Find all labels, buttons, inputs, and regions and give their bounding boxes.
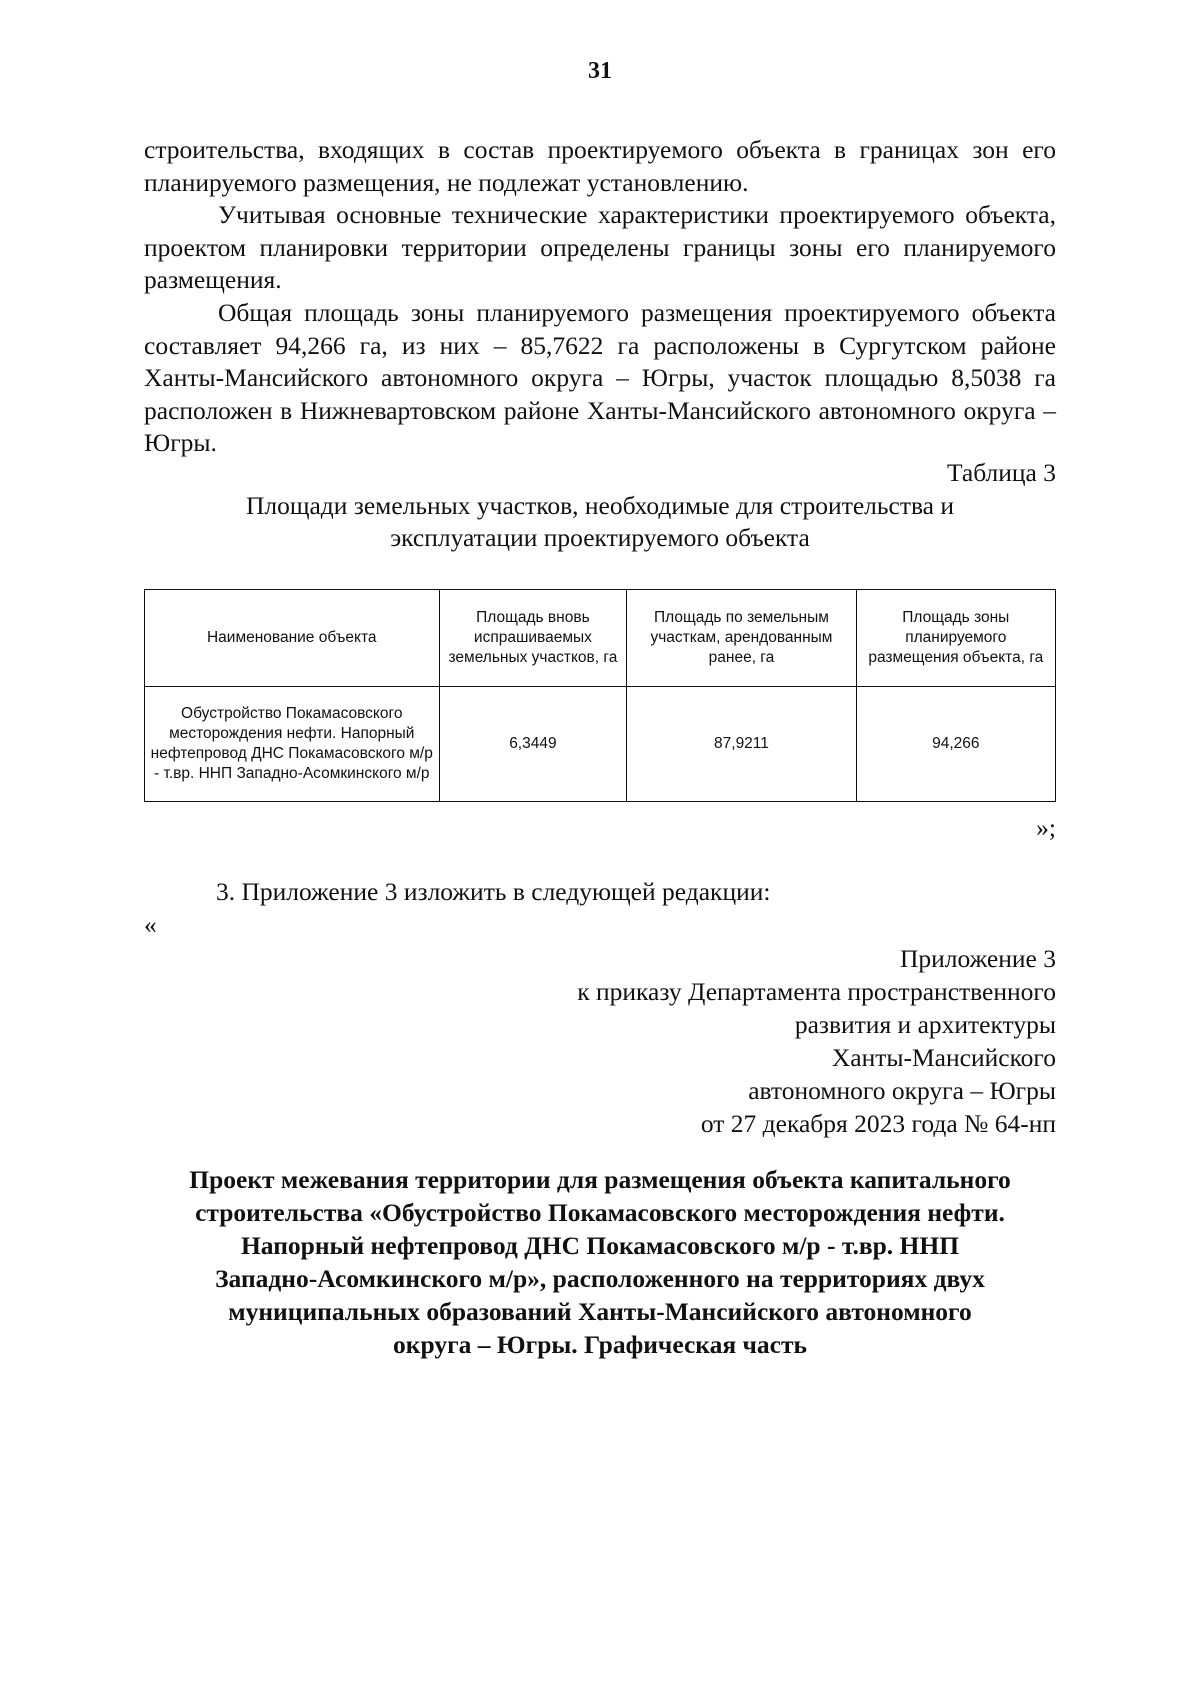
paragraph-text: строительства, входящих в состав проектируемого объекта в границах зон его планируемого размещения, не подлежат установлению.	[144, 135, 1056, 197]
paragraph-continuation	[144, 134, 1056, 199]
table-header-row	[145, 590, 1056, 687]
opening-quote: «	[144, 910, 157, 939]
project-title-line: Проект межевания территории для размещения объекта капитального	[189, 1165, 1011, 1194]
table-title	[144, 490, 1056, 554]
header-zone-area: Площадь зоны планируемого размещения объекта, га	[856, 590, 1055, 687]
cell-new-area: 6,3449	[439, 687, 627, 802]
project-title	[144, 1163, 1056, 1361]
appendix-line: развития и архитектуры	[794, 1010, 1056, 1039]
project-title-line: Напорный нефтепровод ДНС Покамасовского м/р - т.вр. ННП	[240, 1231, 960, 1260]
appendix-heading	[577, 942, 1056, 1140]
land-area-table	[144, 589, 1056, 802]
appendix-line: к приказу Департамента пространственного	[577, 977, 1056, 1006]
project-title-line: строительства «Обустройство Покамасовского месторождения нефти.	[195, 1198, 1005, 1227]
table-title-line: Площади земельных участков, необходимые для строительства и	[245, 491, 955, 520]
paragraph-text: Общая площадь зоны планируемого размещения проектируемого объекта составляет 94,266 га, из них – 85,7622 га расположены в Сургутском районе Ханты-Мансийского автономного округа – Югры, участок площадью 8,5038 га расположен в Нижневартовском районе Ханты-Мансийского автономного округа – Югры.	[144, 298, 1056, 457]
cell-leased-area: 87,9211	[627, 687, 856, 802]
cell-object-name: Обустройство Покамасовского месторождения нефти. Напорный нефтепровод ДНС Покамасовского м/р - т.вр. ННП Западно-Асомкинского м/р	[145, 687, 440, 802]
closing-quote: »;	[1036, 813, 1056, 842]
cell-zone-area: 94,266	[856, 687, 1055, 802]
appendix-line: Ханты-Мансийского	[831, 1043, 1056, 1072]
header-leased-area: Площадь по земельным участкам, арендованным ранее, га	[627, 590, 856, 687]
project-title-line: муниципальных образований Ханты-Мансийского автономного	[228, 1297, 972, 1326]
page-number: 31	[588, 58, 612, 84]
table-row	[145, 687, 1056, 802]
appendix-line: автономного округа – Югры	[748, 1076, 1056, 1105]
paragraph-total-area	[144, 297, 1056, 460]
appendix-line: Приложение 3	[900, 944, 1056, 973]
paragraph-text: Учитывая основные технические характеристики проектируемого объекта, проектом планировки территории определены границы зоны его планируемого размещения.	[144, 200, 1056, 294]
item-3-instruction: 3. Приложение 3 изложить в следующей редакции:	[216, 877, 771, 906]
appendix-line: от 27 декабря 2023 года № 64-нп	[700, 1109, 1056, 1138]
project-title-line: Западно-Асомкинского м/р», расположенного на территориях двух	[215, 1264, 985, 1293]
project-title-line: округа – Югры. Графическая часть	[393, 1330, 807, 1359]
header-object-name: Наименование объекта	[145, 590, 440, 687]
table-label: Таблица 3	[946, 458, 1056, 487]
table-title-line: эксплуатации проектируемого объекта	[390, 523, 810, 552]
header-new-area: Площадь вновь испрашиваемых земельных участков, га	[439, 590, 627, 687]
paragraph-characteristics	[144, 199, 1056, 297]
